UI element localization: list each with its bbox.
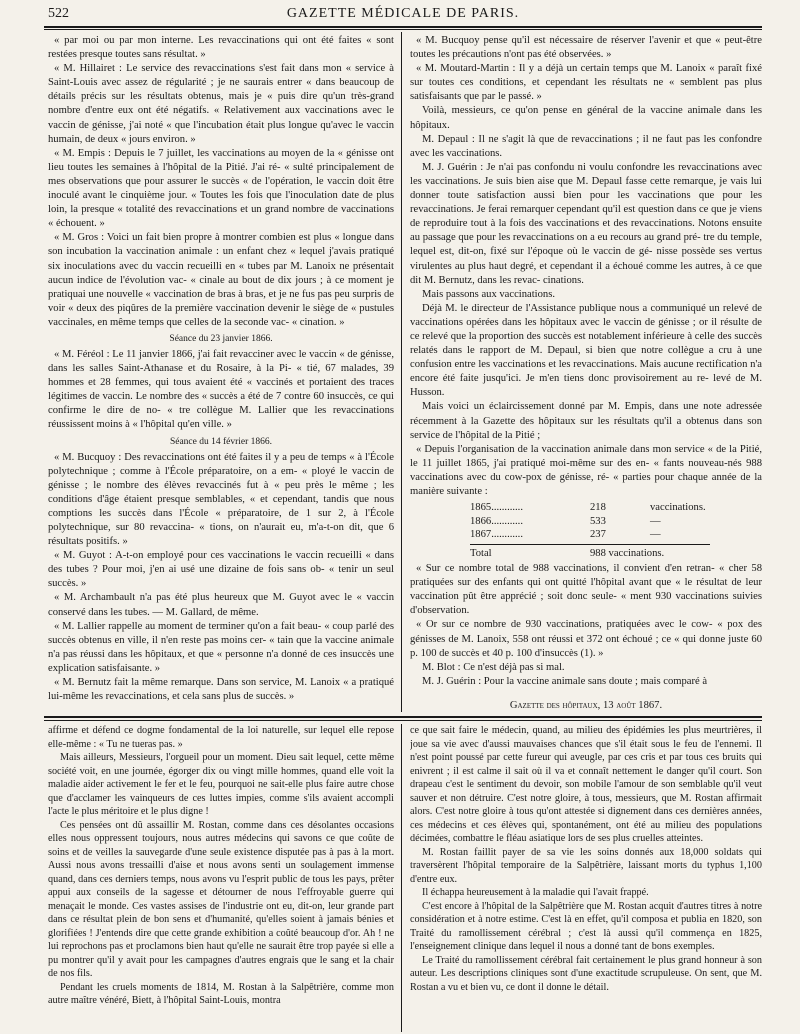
page-number: 522 [48, 6, 69, 21]
stats-total-label: Total [470, 547, 492, 559]
stats-row [470, 528, 762, 542]
page-header [44, 4, 762, 26]
paragraph: Ces pensées ont dû assaillir M. Rostan, comme dans ces désolantes occasions elles nous oppressent toujours, nous autres médecins qui savons ce que coûte de soins et de veilles la sauvegarde d'une seule existence disputée pas à pas à la mort. Aussi nous avons tressailli d'aise et nous avons senti un soulagement immense quand, dans ces derniers temps, nous avons vu l'esprit public de tous les pays, prêter appui aux conseils de la sagesse et détourner de nous l'effroyable guerre qui menaçait le monde. Ces vastes assises de l'industrie ont eu, dit-on, leur grande part dans ce résultat plein de bon sens et d'humanité, qu'elles soient à jamais bénies et glorifiées ! J'entends dire que cette grande exhibition a coûté beaucoup d'or. Ah ! ne lui reprochons pas et proclamons bien haut qu'elle ne saurait être trop payée si elle a pu montrer qu'il y avait pour les campagnes d'autres engrais que le sang et la chair de nos fils. [48, 819, 394, 979]
paragraph: M. J. Guérin : Pour la vaccine animale sans doute ; mais comparé à [422, 675, 708, 687]
seance-heading: Séance du 14 février 1866. [169, 436, 273, 447]
paragraph: Déjà M. le directeur de l'Assistance publique nous a communiqué un relevé de vaccinations opérées dans les hôpitaux avec le vaccin de génisse ; or il résulte de ce relevé que la proportion des succès est notablement inférieure à celle des succès relatés dans le rapport de M. Depaul, si bien que notre collègue a cru à une confusion entre les vaccinations et les revaccinations. Mais aucune rectification n'a encore été faite jusqu'ici. Je m'en tiens donc provisoirement au re- levé de M. Husson. [410, 302, 762, 399]
paragraph: « Or sur ce nombre de 930 vaccinations, pratiquées avec le cow- « pox des génisses de M. Lanoix, 558 ont réussi et 372 ont échoué ; ce « qui donne juste 60 p. 100 de succès et 40 p. 100 d'insuccès (1). » [410, 619, 762, 659]
paragraph: Il échappa heureusement à la maladie qui l'avait frappé. [422, 887, 649, 898]
paragraph: Mais voici un éclaircissement donné par M. Empis, dans une note adressée récemment à la Gazette des hôpitaux sur les résultats qu'il a obtenus dans son service de l'hôpital de la Pitié ; [410, 401, 762, 441]
paragraph: C'est encore à l'hôpital de la Salpêtrière que M. Rostan acquit d'autres titres à notre considération et à notre estime. C'est là en effet, qu'il composa et publia en 1820, son Traité du ramollissement cérébral ; c'est là aussi qu'il commença en 1825, l'enseignement clinique dans lequel il nous a donné tant de bons exemples. [410, 900, 762, 952]
stats-total [470, 544, 710, 561]
paragraph: « M. Lallier rappelle au moment de terminer qu'on a fait beau- « coup parlé des succès obtenus en ville, il n'en reste pas moins cer- « tain que la vaccine animale n'a pas réussi dans les hôpitaux, et que « personne n'a donné de ces insuccès une explication satisfaisante. » [48, 620, 394, 674]
paragraph: ce que sait faire le médecin, quand, au milieu des épidémies les plus meurtrières, il joue sa vie avec d'aussi mauvaises chances que s'il était sous le feu de l'ennemi. Il n'est point poussé par cette fureur qui aveugle, par ces cris et par tous ces bruits qui enivrent ; il est calme il sait où il va et connaît nettement le danger qu'il court. Son drapeau c'est le sentiment du devoir, son mobile l'amour de son semblable qu'il veut sauver et non détruire. C'est notre gloire, à tous, messieurs, que M. Rostan affirmait alors. C'est notre gloire à tous qu'ont attestée si dignement dans ces dernières années, ces médecins et ces élèves qui, spontanément, ont été au milieu des populations décimées, combattre le fléau asiatique lors de ses plus cruelles atteintes. [410, 725, 762, 844]
paragraph: M. Blot : Ce n'est déjà pas si mal. [422, 661, 565, 673]
paragraph: Pendant les cruels moments de 1814, M. Rostan à la Salpêtrière, comme mon autre maître vénéré, Biett, à l'hôpital Saint-Louis, montra [48, 981, 394, 1006]
stats-year: 1866............ [470, 515, 523, 527]
stats-unit: — [650, 515, 661, 527]
paragraph: Le Traité du ramollissement cérébral fait certainement le plus grand honneur à son auteur. Les descriptions cliniques sont d'une exactitude scrupuleuse. On sent, que M. Rostan a vu et bien vu, ce dont il donne le détail. [410, 954, 762, 993]
paragraph: « M. Moutard-Martin : Il y a déjà un certain temps que M. Lanoix « paraît fixé sur toutes ces conditions, et cependant les résultats ne « semblent pas plus satisfaisants que par le passé. » [410, 63, 762, 103]
paragraph: « M. Guyot : A-t-on employé pour ces vaccinations le vaccin recueilli « dans des tubes ? Pour moi, j'en ai usé une dizaine de fois sans ob- « tenir un seul succès. » [48, 550, 394, 590]
column-divider [401, 32, 402, 712]
paragraph: M. J. Guérin : Je n'ai pas confondu ni voulu confondre les revaccinations avec les vaccinations. Je suis bien aise que M. Depaul fasse cette remarque, je vais lui donner toute satisfaction aussi bien pour les vaccinations que pour les revaccinations. Je ferai remarquer cependant qu'il est question dans ce que je viens de reproduire tout à la fois des vaccinations et des revaccinations. Notons ensuite au passage que pour les revaccinations on a eu recours au grand pré- tre du temple, lequel est, dit-on, fixé sur l'époque où le vaccin de gé- nisse possède ses vertus virulentes au plus haut degré, et cependant il a échoué comme les autres, à ce que dit M. Bernutz, dans les revac- cinations. [410, 161, 762, 286]
paragraph: « par moi ou par mon interne. Les revaccinations qui ont été faites « sont restées presque toutes sans résultat. » [48, 35, 394, 61]
seance-heading: Séance du 23 janvier 1866. [169, 333, 273, 344]
stats-unit: — [650, 529, 661, 541]
paragraph: affirme et défend ce dogme fondamental de la loi naturelle, sur lequel elle repose elle-même : « Tu ne tueras pas. » [48, 725, 394, 750]
paragraph: « M. Gros : Voici un fait bien propre à montrer combien est plus « longue dans son incubation la vaccination animale : un enfant chez « lequel j'avais pratiqué six inoculations avec du vaccin recueilli en « tubes par M. Lanoix ne présentait aucun indice de l'évolution vac- « cinale au bout de dix jours ; à ce moment je pratiquai une nouvelle « vaccination de bras à bras, et je ne fus pas peu surpris de voir « deux des piqûres de la première vaccination devenir le siège de « pustules vaccinales, en même temps que celles de la seconde vac- « cination. » [48, 232, 394, 328]
paragraph: « M. Bucquoy : Des revaccinations ont été faites il y a peu de temps « à l'École polytechnique ; comme à l'École préparatoire, on a em- « ployé le vaccin de génisse ; le nombre des élèves revaccinés fut à « peu près le même ; les conditions d'âge étaient presque semblables, « et cependant, tandis que nous comptions les succès dans l'École « préparatoire, de 1 sur 2, à l'École polytechnique, sur 80 revaccina- « tions, on n'aurait eu, m'a-t-on dit, que 6 résultats positifs. » [48, 451, 394, 548]
paragraph: M. Rostan faillit payer de sa vie les soins donnés aux 18,000 soldats qui traversèrent l'hôpital temporaire de la Salpêtrière, laissant morts du typhus 1,100 d'entre eux. [410, 846, 762, 885]
vaccination-stats-table [470, 501, 762, 560]
stats-value: 533 [590, 515, 606, 527]
stats-year: 1867............ [470, 529, 523, 541]
bottom-right-column [410, 724, 762, 1032]
paragraph: « M. Féréol : Le 11 janvier 1866, j'ai fait revacciner avec le vaccin « de génisse, dans les salles Saint-Athanase et du Rosaire, à la Pi- « tié, 67 malades, 39 hommes et 28 femmes, qui tous avaient été « vaccinés et portaient des traces légitimes de vaccin. Le nombre des « succès a été de 7 contre 60 insuccès, ce qui confirme le dire de no- « tre collègue M. Lallier que les revaccinations réussissent moins à « l'hôpital qu'en ville. » [48, 348, 394, 431]
header-rule-thin [44, 29, 762, 30]
paragraph: « M. Bernutz fait la même remarque. Dans son service, M. Lanoix « a pratiqué lui-même les revaccinations, et cela sans plus de succès. » [48, 677, 394, 703]
stats-value: 218 [590, 502, 606, 514]
paragraph: M. Depaul : Il ne s'agit là que de revaccinations ; il ne faut pas les confondre avec les vaccinations. [410, 133, 762, 159]
paragraph: Mais ailleurs, Messieurs, l'orgueil pour un moment. Dieu sait lequel, cette même société voit, en une journée, égorger dix ou vingt mille hommes, quand elle voit la maladie aider activement le fer et le feu, pourquoi ne sait-elle plus faire autre chose que d'acclamer les vainqueurs de ces luttes impies, comme s'ils avaient accompli l'acte le plus méritoire et le plus digne ! [48, 752, 394, 817]
paragraph: « Depuis l'organisation de la vaccination animale dans mon service « de la Pitié, le 11 juillet 1865, j'ai pratiqué moi-même sur des en- « fants nouveau-nés 988 vaccinations avec du cow-pox de génisse, ré- « parties pour chaque année de la manière suivante : [410, 443, 762, 497]
paragraph: « M. Empis : Depuis le 7 juillet, les vaccinations au moyen de la « génisse ont lieu toutes les semaines à l'hôpital de la Pitié. J'ai ré- « sulté principalement de mes observations que pour assurer le succès « de l'opération, le vaccin doit être inoculé avant le cinquième jour. « Toutes les fois que l'inoculation date de plus loin, la presque « totalité des revaccinations et un grand nombre de vaccinations « échouent. » [48, 147, 394, 230]
section-rule [44, 716, 762, 718]
bottom-left-column [48, 724, 394, 1032]
source-signoff: Gazette des hôpitaux, 13 août 1867. [509, 699, 663, 711]
left-column [48, 34, 394, 714]
paragraph: Mais passons aux vaccinations. [422, 288, 555, 300]
stats-unit: vaccinations. [650, 502, 706, 514]
stats-total-value: 988 vaccinations. [590, 547, 665, 559]
stats-row [470, 515, 762, 529]
section-rule-thin [44, 720, 762, 721]
stats-year: 1865............ [470, 502, 523, 514]
paragraph: « M. Archambault n'a pas été plus heureux que M. Guyot avec le « vaccin conservé dans les tubes. — M. Gallard, de même. [48, 592, 394, 618]
column-divider-bottom [401, 724, 402, 1032]
paragraph: « M. Hillairet : Le service des revaccinations s'est fait dans mon « service à Saint-Louis avec assez de régularité ; je ne saurais entrer « dans beaucoup de détails précis sur les résultats obtenus, mais je « puis dire qu'un très-grand nombre d'entre eux ont été négatifs. « Relativement aux vaccinations avec le vaccin de génisse, j'ai noté « que l'incubation était plus longue qu'avec le vaccin humain, de deux « jours environ. » [48, 63, 394, 145]
right-column [410, 34, 762, 714]
paragraph: « M. Bucquoy pense qu'il est nécessaire de réserver l'avenir et que « peut-être toutes les précautions n'ont pas été observées. » [410, 35, 762, 61]
journal-title: GAZETTE MÉDICALE DE PARIS. [286, 6, 520, 21]
paragraph: « Sur ce nombre total de 988 vaccinations, il convient d'en retran- « cher 58 pratiquées sur des enfants qui ont quitté l'hôpital avant que « le résultat de leur vaccination pût être apprécié ; soit donc seule- « ment 930 vaccinations suivies d'observation. [410, 563, 762, 617]
header-rule [44, 26, 762, 28]
paragraph: Voilà, messieurs, ce qu'on pense en général de la vaccine animale dans les hôpitaux. [410, 105, 762, 131]
stats-value: 237 [590, 529, 606, 541]
stats-row [470, 501, 762, 515]
